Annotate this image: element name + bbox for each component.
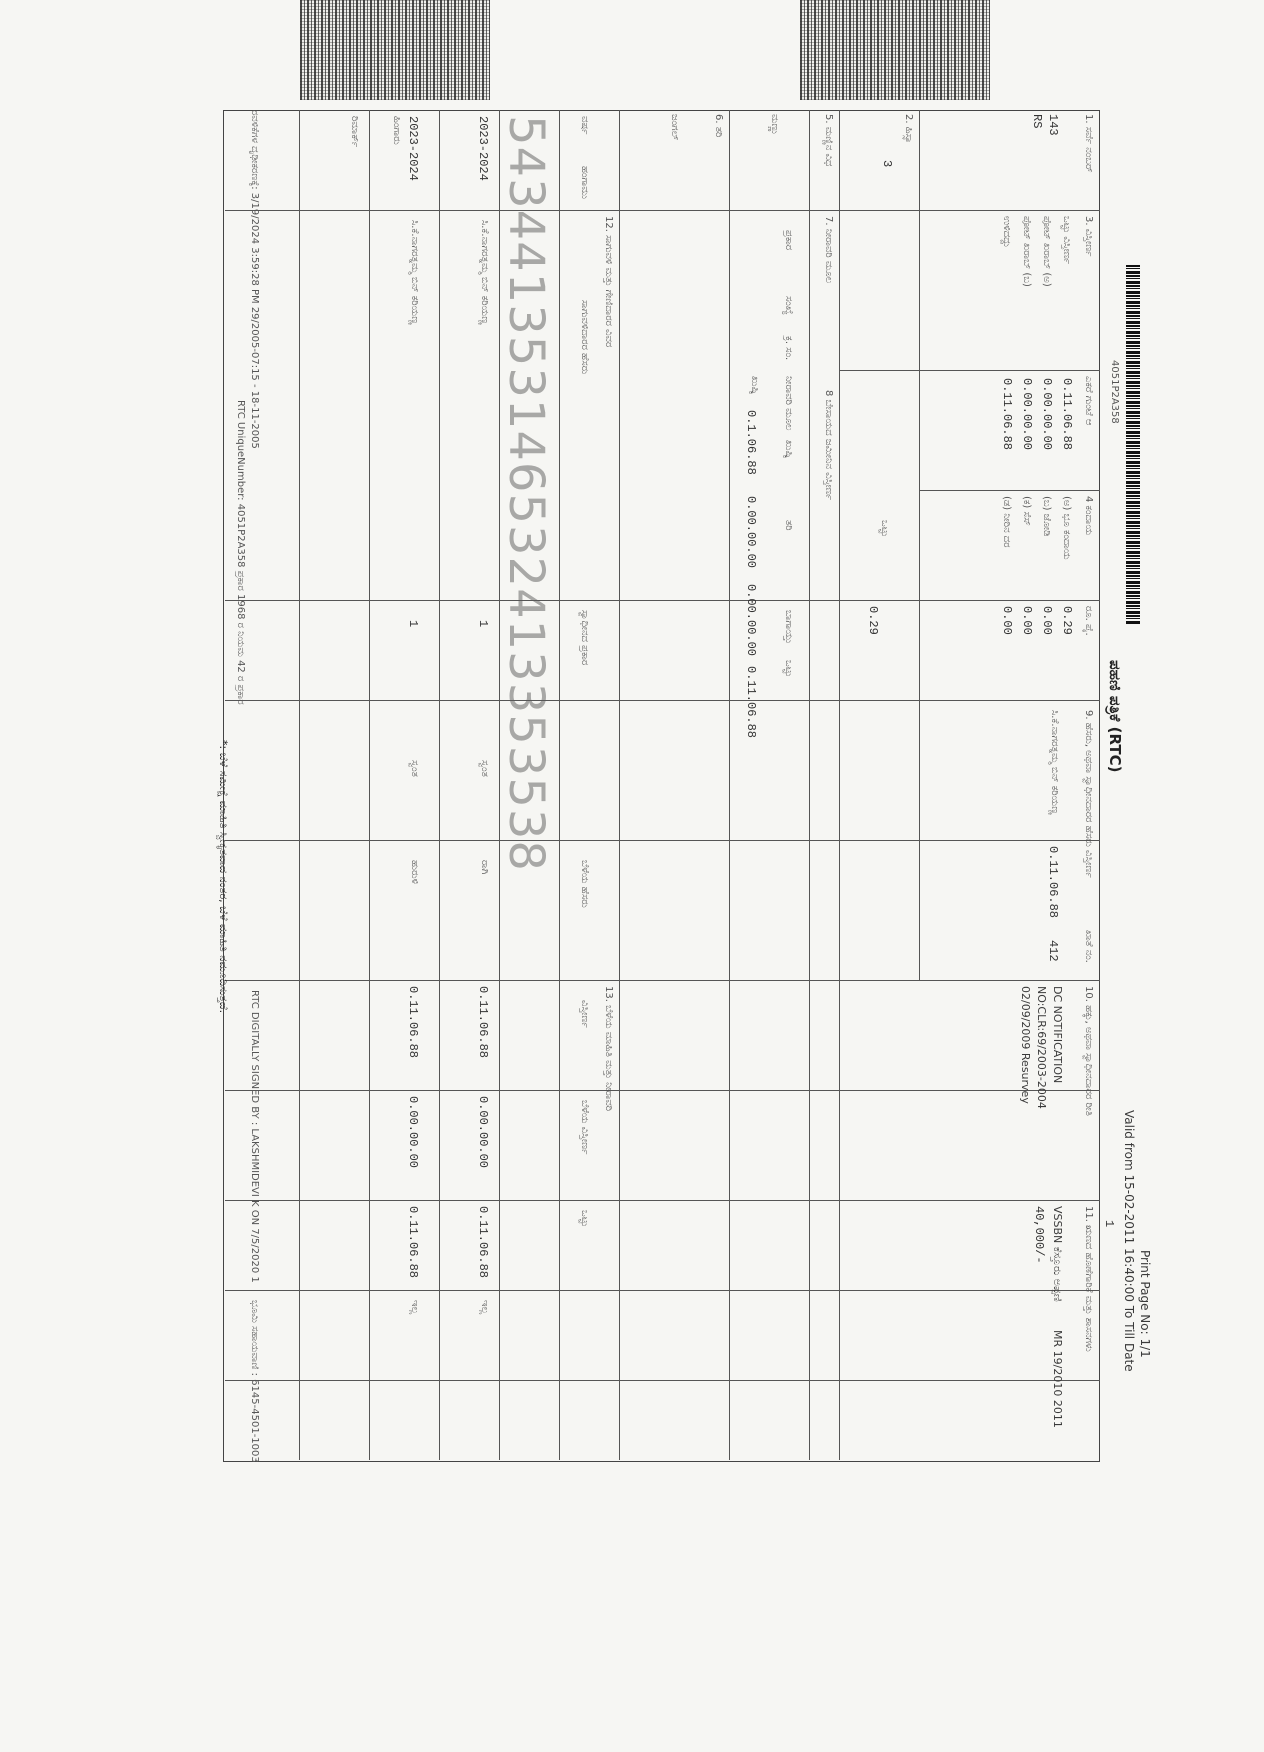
scan-noise-left [300,0,490,100]
irrigation-row-label: ಖುಷ್ಕಿ [749,376,760,395]
assessment-row-label: (ಕ) ಸೆಸ್ [1021,496,1032,526]
area-row-label: ಉಳಿದದ್ದು [1001,216,1012,248]
cult-row-b: 0.00.00.00 [406,1096,420,1169]
irrigation-header-7: 7. ನೀರಾವರಿ ಮೂಲ [823,216,834,284]
cult-col: ವರ್ಷ [579,116,590,135]
khata-header: ಖಾತೆ ನಂ. [1083,930,1094,963]
mutation-line: DC NOTIFICATION [1051,986,1064,1084]
cult-row-count: 1 [406,620,420,628]
cult-row-name: ಸಿ.ಕೆ.ನಾಗರತ್ನಮ್ಮ ಬಿನ್ ಕರಿಯಣ್ಣ [409,220,420,325]
mutation-header: 10. ಹಕ್ಕು, ಅಥವಾ ಸ್ವಾಧೀನದಾರರ ರೀತಿ [1083,986,1094,1116]
cult-col: ಒಟ್ಟು [579,1210,590,1228]
mutation-line: 02/09/2009 Resurvey [1019,986,1032,1104]
cult-row-crop: ರಾಗಿ [479,860,490,875]
document-title: ಪಹಣಿ ಪತ್ರಿಕೆ (RTC) [1106,660,1124,773]
print-page-no: Print Page No: 1/1 [1138,1250,1152,1358]
main-frame [223,110,1100,1462]
cultivation-header: 12. ಸಾಗುವಳಿ ಮತ್ತು ಗೇಣಿದಾರರ ವಿವರ [603,216,614,348]
jungle-label: ಜಂಗಲ್ [669,114,680,141]
barcode [1126,265,1140,625]
cult-row-a: 0.11.06.88 [476,986,490,1059]
soil-label: 5. ಮಣ್ಣಿನ ವಿಧ [823,114,834,167]
assessment-row-value: 0.00 [1000,606,1014,635]
owner-area-header: ವಿಸ್ತೀರ್ಣ [1083,850,1094,878]
cult-col: ಹಂಗಾಮು [579,166,590,199]
liabilities-line: VSSBN ಕೆಸ್ತೂರು ಅಪ್ಪಣಿ [1051,1206,1064,1302]
survey-rs: RS [1030,114,1044,129]
irrigation-value: 0.1.06.88 [744,410,758,475]
hissa-label: 2. ಹಿಸ್ಸಾ [903,114,914,144]
irrigation-col: ಬಾಗಾಯ್ತು [783,610,794,645]
assessment-row-label: (ಅ) ಭೂ ಕಂದಾಯ [1061,496,1072,560]
mutation-line: NO:CLR:69/2003-2004 [1035,986,1048,1109]
cult-row-type: ಸ್ವಂತ [479,760,490,777]
irrigation-col: ಒಟ್ಟು [783,660,794,678]
irrigation-col: ತರಿ [783,520,794,531]
footer-note: *: ಬೆಳೆ ಸಮೀಕ್ಷೆ ಮಾಹಿತಿ ಸ್ವೀಕೃತವಾದ ನಂತರ, ಬೆಳೆ ಮಾಹಿತಿ ನಮೂದಿಸುತ್ತದೆ. [217,740,230,1014]
owner-header: 9. ಹೆಸರು, ಅಥವಾ ಸ್ವಾಧೀನದಾರರ ಹೆಸರು [1083,710,1094,847]
cult-row-a: 0.11.06.88 [406,986,420,1059]
liabilities-ref: MR 19/2010 2011 [1051,1330,1064,1428]
cult-row-count: 1 [476,620,490,628]
assessment-row-label: (ಬ) ಜೋಡಿ [1041,496,1052,537]
area-row-value: 0.00.00.00 [1040,378,1054,451]
irrigation-value: 0.00.00.00 [744,496,758,569]
soil-value: ಮಣ್ಣು [769,114,780,136]
sl-no: 1 [1102,1220,1116,1228]
cult-row-year: 2023-2024 [406,116,420,181]
assessment-row-value: 0.29 [1060,606,1074,635]
barcode-text: 4051P2A358 [1109,360,1120,424]
owner-name: ಸಿ.ಕೆ.ನಾಗರತ್ನಮ್ಮ ಬಿನ್ ಕರಿಯಣ್ಣ [1049,710,1060,815]
irrigation-col: ಸಂಖ್ಯೆ [783,296,794,315]
cult-col: ಸಾಗುವಳಿದಾರರ ಹೆಸರು [579,300,590,375]
area-header: 3. ವಿಸ್ತೀರ್ಣ [1083,216,1094,257]
footer-phone: ಭೂಮಿ ಸಹಾಯವಾಣಿ : 6145-4501-1003 [249,1300,260,1463]
area-row-label: ಒಟ್ಟು ವಿಸ್ತೀರ್ಣ [1061,216,1072,265]
cult-row-c: 0.11.06.88 [406,1206,420,1279]
crop-header: 13. ಬೆಳೆಯ ಮಾಹಿತಿ ಮತ್ತು ನೀರಾವರಿ [603,986,614,1112]
irrigation-header-8: 8 ಬೇಸಾಯದ ಜಮೀನಿನ ವಿಸ್ತೀರ್ಣ [823,390,834,501]
scan-noise-right [800,0,990,100]
assessment-row-label: (ಡ) ನೀರಿನ ದರ [1001,496,1012,548]
area-row-value: 0.11.06.88 [1000,378,1014,451]
cult-col: ಬೆಳೆಯ ವಿಸ್ತೀರ್ಣ [579,1100,590,1155]
assessment-header: 4 ಕಂದಾಯ [1083,496,1094,536]
cult-row-type: ಸ್ವಂತ [409,760,420,777]
cult-col: ವಿಸ್ತೀರ್ಣ [579,1000,590,1028]
assessment-row-value: 0.00 [1020,606,1034,635]
survey-number: 143 [1046,114,1060,136]
owner-area: 0.11.06.88 [1046,846,1060,919]
khata-number: 412 [1046,940,1060,962]
area-subheader: ಎಕರೆ ಗುಂಟೆ ಆ [1083,376,1094,426]
tari-label: 6. ತರಿ [713,114,724,138]
cult-col: ಸ್ವಾಧೀನದ ಪ್ರಕಾರ [579,610,590,666]
valid-from: Valid from 15-02-2011 16:40:00 To Till Date [1122,1110,1136,1372]
cult-row-name: ಸಿ.ಕೆ.ನಾಗರತ್ನಮ್ಮ ಬಿನ್ ಕರಿಯಣ್ಣ [479,220,490,325]
cult-row-crop: ಹುರುಳಿ [409,860,420,885]
assessment-total: 0.29 [866,606,880,635]
liabilities-amount: 40,000/- [1032,1206,1046,1264]
assessment-total-label: ಒಟ್ಟು [879,520,890,538]
irrigation-col: ಪ್ರಕಾರ [783,230,794,251]
irrigation-value: 0.00.00.00 [744,584,758,657]
area-row-label: ಪೋಟ್ ಖರಾಬ್ (ಬ) [1021,216,1032,287]
cult-col: ಬೆಳೆಯ ಹೆಸರು [579,860,590,908]
cult-row-d: ಇಲ್ಲ [479,1300,490,1315]
cult-row-b: 0.00.00.00 [476,1096,490,1169]
irrigation-col: ಖುಷ್ಕಿ [783,440,794,459]
irrigation-col: ನೀರಾವರಿ ಮೂಲ [783,376,794,431]
cult-row-d: ಇಲ್ಲ [409,1300,420,1315]
area-row-value: 0.11.06.88 [1060,378,1074,451]
remark-label: ರಿಮಾರ್ಕ್ [349,116,360,148]
cult-row-year: 2023-2024 [476,116,490,181]
area-row-label: ಪೋಟ್ ಖರಾಬ್ (ಅ) [1041,216,1052,287]
watermark-number: 543441353146532413353538 [498,115,554,872]
survey-no-label: 1. ಸರ್ವೆ ನಂಬರ್ [1083,114,1094,173]
rtc-document [217,100,1160,1480]
irrigation-col: ಕ್ರ. ಸಂ. [783,336,794,361]
hissa-value: 3 [880,160,894,168]
footer-signed: RTC DIGITALLY SIGNED BY : LAKSHMIDEVI K ON 7/5/2020 1 [249,990,260,1283]
footer-unique: RTC UniqueNumber: 4051P2A358 ಪ್ರಕಾರ 1968 ರ ನಿಯಮ 42 ರ ಪ್ರಕಾರ [235,400,246,705]
irrigation-value: 0.11.06.88 [744,666,758,739]
assessment-row-value: 0.00 [1040,606,1054,635]
liabilities-header: 11. ಋಣದ ಹೊಣೆಗಾರಿಕೆ ಮತ್ತು ಶಾಸನಗಳು [1083,1206,1094,1352]
cult-row-season: ಹಿಂಗಾರು [391,116,402,145]
area-row-value: 0.00.00.00 [1020,378,1034,451]
cult-row-c: 0.11.06.88 [476,1206,490,1279]
footer-line: ರವಳಿಕೆಗಳ ದೃಢೀಕರಣಕ್ಕೆ: 3/19/2024 3:59:28 PM 29/2005-07:15 - 18-11-2005 [249,110,260,449]
assessment-unit: ರೂ. ಪೈ. [1083,606,1094,636]
